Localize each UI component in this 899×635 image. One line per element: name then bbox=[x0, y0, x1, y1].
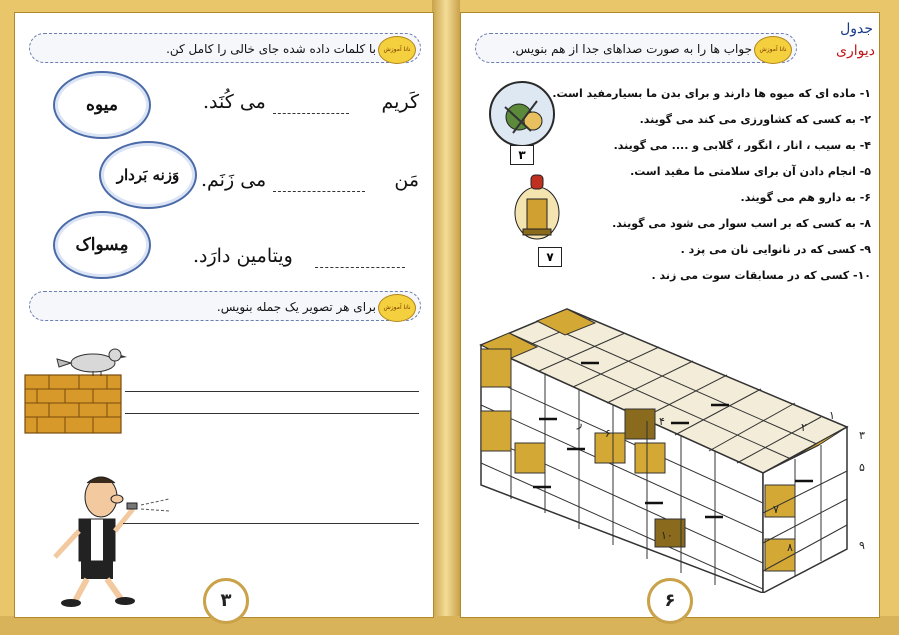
page-number: ۳ bbox=[203, 578, 249, 624]
wall-number: ۵ bbox=[859, 461, 865, 474]
word-cloud-toothbrush: مِسواک bbox=[53, 211, 151, 279]
book-bottom-edge bbox=[0, 616, 899, 635]
wall-number: ۷ bbox=[773, 503, 779, 516]
clue-item: ۱۰- کسی که در مسابقات سوت می زند . bbox=[651, 269, 871, 282]
word-cloud-weightlifter: وَزنه بَردار bbox=[99, 141, 197, 209]
logo-badge: نانا آموزش bbox=[754, 36, 792, 64]
puzzle-subtitle: دیواری bbox=[836, 43, 875, 59]
wall-letter: ر bbox=[577, 417, 583, 430]
sentence-end: ویتامین دارَد. bbox=[193, 245, 293, 267]
clue-item: ۹- کسی که در نانوایی نان می پزد . bbox=[680, 243, 871, 256]
wall-number: ۴ bbox=[659, 415, 665, 428]
clue-item: ۸- به کسی که بر اسب سوار می شود می گویند. bbox=[612, 217, 871, 230]
blank-line[interactable] bbox=[273, 191, 365, 192]
wall-number: ۱۰ bbox=[661, 529, 673, 542]
referee-icon bbox=[55, 477, 135, 607]
clue-list bbox=[552, 87, 871, 307]
bird-on-wall-illustration bbox=[21, 343, 129, 435]
wall-number: ۶ bbox=[605, 427, 611, 440]
wall-number: ۱ bbox=[829, 409, 835, 422]
yarn-picture bbox=[489, 81, 555, 147]
book-spine bbox=[432, 0, 460, 635]
blank-line[interactable] bbox=[315, 267, 405, 268]
clue-item: ۱- ماده ای که میوه ها دارند و برای بدن ما بسیارمفید است. bbox=[552, 87, 871, 100]
samovar-icon bbox=[507, 169, 567, 249]
yarn-icon bbox=[491, 83, 553, 145]
picture-number-label: ۳ bbox=[510, 145, 534, 165]
wall-number: ۹ bbox=[859, 539, 865, 552]
clue-item: ۶- به دارو هم می گویند. bbox=[740, 191, 871, 204]
word-wall-puzzle bbox=[475, 303, 877, 593]
logo-badge: نانا آموزش bbox=[378, 294, 416, 322]
sentence-start: کَریم bbox=[381, 91, 419, 113]
wall-number: ۸ bbox=[787, 541, 793, 554]
puzzle-title: جدول bbox=[840, 21, 873, 37]
wall-number: ۳ bbox=[859, 429, 865, 442]
clue-item: ۲- به کسی که کشاورزی می کند می گویند. bbox=[639, 113, 871, 126]
word-cloud-fruit: میوه bbox=[53, 71, 151, 139]
blank-line[interactable] bbox=[273, 113, 349, 114]
sentence-end: می کُنَد. bbox=[203, 91, 266, 113]
logo-badge: نانا آموزش bbox=[378, 36, 416, 64]
instruction-fill-blanks bbox=[29, 33, 421, 63]
answer-line[interactable] bbox=[123, 523, 419, 524]
referee-whistle-illustration bbox=[23, 469, 173, 609]
clue-item: ۴- به سیب ، انار ، انگور ، گلابی و .... می گویند. bbox=[613, 139, 871, 152]
sentence-end: می زَنَم. bbox=[201, 169, 267, 191]
instruction-write-sentence bbox=[29, 291, 421, 321]
sentence-start: مَن bbox=[394, 169, 419, 191]
instruction-phonemes bbox=[475, 33, 797, 63]
instruction-text: با کلمات داده شده جای خالی را کامل کن. bbox=[166, 42, 376, 56]
picture-number-label: ۷ bbox=[538, 247, 562, 267]
brick-wall-icon bbox=[25, 375, 121, 433]
whistle-icon bbox=[127, 499, 169, 511]
left-page bbox=[14, 12, 434, 618]
answer-line[interactable] bbox=[125, 413, 419, 414]
right-page bbox=[460, 12, 880, 618]
instruction-text: برای هر تصویر یک جمله بنویس. bbox=[216, 300, 376, 314]
pigeon-icon bbox=[57, 349, 127, 376]
instruction-text: جواب ها را به صورت صداهای جدا از هم بنویس. bbox=[511, 42, 752, 56]
page-number: ۶ bbox=[647, 578, 693, 624]
clue-item: ۵- انجام دادن آن برای سلامتی ما مفید است. bbox=[630, 165, 871, 178]
wall-number: ۲ bbox=[801, 421, 807, 434]
answer-line[interactable] bbox=[125, 391, 419, 392]
